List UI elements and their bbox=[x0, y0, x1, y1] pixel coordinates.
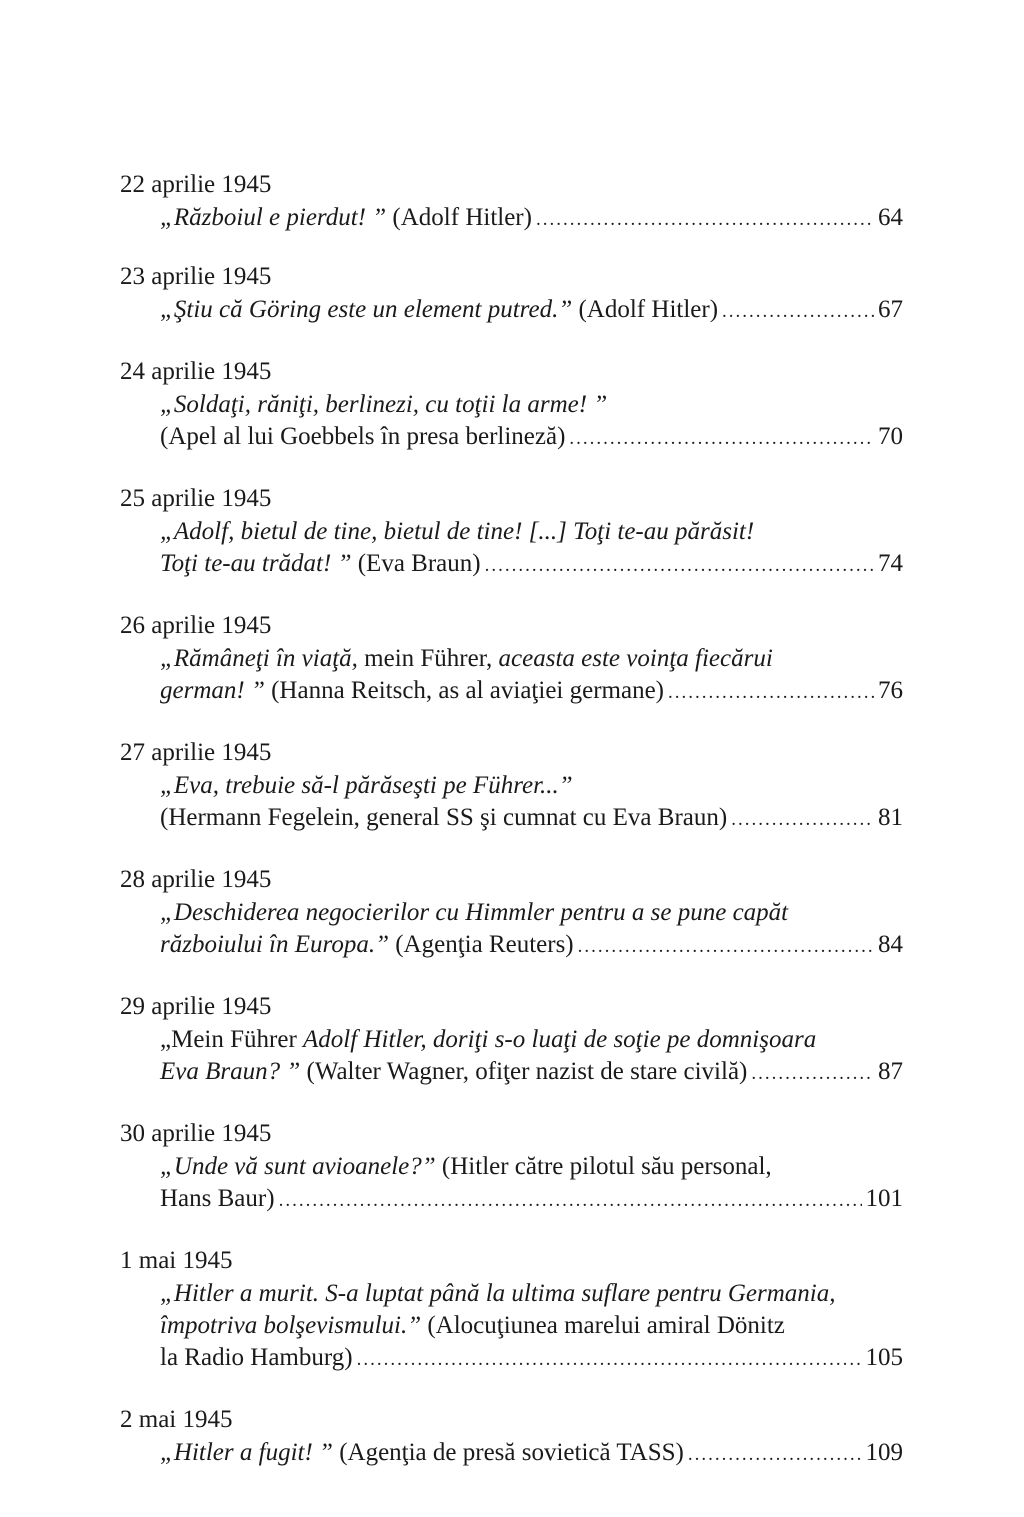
quote-text: războiului în Europa.” bbox=[160, 931, 389, 958]
toc-entry bbox=[120, 482, 903, 580]
source-text: Hans Baur) bbox=[160, 1185, 275, 1212]
page-number: 67 bbox=[878, 296, 903, 323]
leader-text bbox=[160, 1437, 684, 1469]
entry-quote-line bbox=[160, 389, 903, 421]
page-number: 101 bbox=[865, 1185, 903, 1212]
toc-entry bbox=[120, 168, 903, 234]
entry-quote-line bbox=[160, 1310, 903, 1342]
quote-text: „Rămâneţi în viaţă, bbox=[160, 645, 358, 672]
dot-leader bbox=[536, 204, 874, 236]
entry-date: 29 aprilie 1945 bbox=[120, 993, 272, 1020]
entry-leader-line bbox=[160, 1056, 903, 1088]
source-text: (Apel al lui Goebbels în presa berlineză) bbox=[160, 423, 566, 450]
entry-leader-line bbox=[160, 675, 903, 707]
dot-leader bbox=[578, 931, 874, 963]
entry-date: 26 aprilie 1945 bbox=[120, 612, 272, 639]
quote-text: „Eva, trebuie să-l părăseşti pe Führer...” bbox=[160, 772, 573, 799]
page-number: 84 bbox=[878, 931, 903, 958]
entry-leader-line bbox=[160, 929, 903, 961]
entry-quote-line bbox=[160, 770, 903, 802]
toc-entry bbox=[120, 990, 903, 1088]
quote-text: aceasta este voinţa fiecărui bbox=[498, 645, 773, 672]
quote-text: „Deschiderea negocierilor cu Himmler pentru a se pune capăt bbox=[160, 899, 789, 926]
entry-body bbox=[120, 643, 903, 707]
entry-quote-line bbox=[160, 643, 903, 675]
toc-entry bbox=[120, 355, 903, 453]
quote-text: „Adolf, bietul de tine, bietul de tine! [...] Toţi te-au părăsit! bbox=[160, 518, 755, 545]
dot-leader bbox=[569, 423, 874, 455]
entry-quote-line bbox=[160, 1024, 903, 1056]
quote-text: „Soldaţi, răniţi, berlinezi, cu toţii la arme! ” bbox=[160, 391, 608, 418]
source-text: mein Führer, bbox=[357, 645, 499, 672]
dot-leader bbox=[279, 1185, 862, 1217]
toc-entry bbox=[120, 1403, 903, 1469]
entry-date: 24 aprilie 1945 bbox=[120, 358, 272, 385]
entry-date: 28 aprilie 1945 bbox=[120, 866, 272, 893]
page-number: 81 bbox=[878, 804, 903, 831]
dot-leader bbox=[668, 677, 874, 709]
source-text: (Agenţia Reuters) bbox=[388, 931, 574, 958]
source-text: (Hanna Reitsch, as al aviaţiei germane) bbox=[264, 677, 664, 704]
toc-entry bbox=[120, 1244, 903, 1374]
entry-quote-line bbox=[160, 516, 903, 548]
leader-text bbox=[160, 929, 574, 961]
entry-quote-line bbox=[160, 897, 903, 929]
quote-text: „Ştiu că Göring este un element putred.” bbox=[160, 296, 573, 323]
page-number: 105 bbox=[865, 1344, 903, 1371]
leader-text bbox=[160, 1183, 275, 1215]
source-text: (Hermann Fegelein, general SS şi cumnat cu Eva Braun) bbox=[160, 804, 728, 831]
toc-entry bbox=[120, 609, 903, 707]
entry-leader-line bbox=[160, 202, 903, 234]
quote-text: „Unde vă sunt avioanele?” bbox=[160, 1153, 436, 1180]
quote-text: „Războiul e pierdut! ” bbox=[160, 204, 387, 231]
source-text: (Walter Wagner, ofiţer nazist de stare civilă) bbox=[300, 1058, 748, 1085]
entry-body bbox=[120, 1024, 903, 1088]
page-number: 74 bbox=[878, 550, 903, 577]
entry-body bbox=[120, 1278, 903, 1374]
entry-quote-line bbox=[160, 1151, 903, 1183]
source-text: (Alocuţiunea marelui amiral Dönitz bbox=[421, 1312, 785, 1339]
source-text: la Radio Hamburg) bbox=[160, 1344, 353, 1371]
page-number: 87 bbox=[878, 1058, 903, 1085]
entry-body bbox=[120, 897, 903, 961]
entry-date: 2 mai 1945 bbox=[120, 1406, 233, 1433]
entry-date: 30 aprilie 1945 bbox=[120, 1120, 272, 1147]
page-number: 64 bbox=[878, 204, 903, 231]
leader-text bbox=[160, 1056, 747, 1088]
entry-leader-line bbox=[160, 548, 903, 580]
page-number: 76 bbox=[878, 677, 903, 704]
leader-text bbox=[160, 1342, 353, 1374]
source-text: (Adolf Hitler) bbox=[386, 204, 532, 231]
source-text: (Adolf Hitler) bbox=[572, 296, 719, 323]
leader-text bbox=[160, 675, 664, 707]
entry-leader-line bbox=[160, 421, 903, 453]
dot-leader bbox=[688, 1439, 862, 1471]
entry-date: 22 aprilie 1945 bbox=[120, 171, 272, 198]
quote-text: Eva Braun? ” bbox=[160, 1058, 301, 1085]
entry-leader-line bbox=[160, 1437, 903, 1469]
entry-date: 23 aprilie 1945 bbox=[120, 263, 272, 290]
entry-body bbox=[120, 389, 903, 453]
source-text: (Hitler către pilotul său personal, bbox=[435, 1153, 772, 1180]
entry-date: 25 aprilie 1945 bbox=[120, 485, 272, 512]
entry-leader-line bbox=[160, 1342, 903, 1374]
dot-leader bbox=[722, 296, 874, 328]
dot-leader bbox=[751, 1058, 874, 1090]
entry-body bbox=[120, 1437, 903, 1469]
entry-body bbox=[120, 516, 903, 580]
quote-text: german! ” bbox=[160, 677, 265, 704]
source-text: „Mein Führer bbox=[160, 1026, 304, 1053]
leader-text bbox=[160, 802, 727, 834]
leader-text bbox=[160, 421, 565, 453]
dot-leader bbox=[485, 550, 874, 582]
toc-entry bbox=[120, 1117, 903, 1215]
source-text: (Eva Braun) bbox=[351, 550, 481, 577]
quote-text: „Hitler a murit. S-a luptat până la ultima suflare pentru Germania, bbox=[160, 1280, 836, 1307]
leader-text bbox=[160, 548, 481, 580]
entry-body bbox=[120, 202, 903, 234]
leader-text bbox=[160, 202, 532, 234]
toc-entry bbox=[120, 260, 903, 326]
entry-body bbox=[120, 1151, 903, 1215]
entry-body bbox=[120, 770, 903, 834]
entry-date: 27 aprilie 1945 bbox=[120, 739, 272, 766]
toc-entry bbox=[120, 736, 903, 834]
page-number: 109 bbox=[865, 1439, 903, 1466]
entry-date: 1 mai 1945 bbox=[120, 1247, 233, 1274]
toc-entry bbox=[120, 863, 903, 961]
quote-text: împotriva bolşevismului.” bbox=[160, 1312, 422, 1339]
entry-leader-line bbox=[160, 802, 903, 834]
page-number: 70 bbox=[878, 423, 903, 450]
entry-leader-line bbox=[160, 1183, 903, 1215]
entry-body bbox=[120, 294, 903, 326]
dot-leader bbox=[731, 804, 874, 836]
quote-text: Toţi te-au trădat! ” bbox=[160, 550, 352, 577]
quote-text: Adolf Hitler, doriţi s-o luaţi de soţie pe domnişoara bbox=[303, 1026, 817, 1053]
table-of-contents bbox=[120, 168, 903, 1498]
entry-quote-line bbox=[160, 1278, 903, 1310]
leader-text bbox=[160, 294, 718, 326]
source-text: (Agenţia de presă sovietică TASS) bbox=[332, 1439, 684, 1466]
quote-text: „Hitler a fugit! ” bbox=[160, 1439, 333, 1466]
dot-leader bbox=[357, 1344, 862, 1376]
entry-leader-line bbox=[160, 294, 903, 326]
